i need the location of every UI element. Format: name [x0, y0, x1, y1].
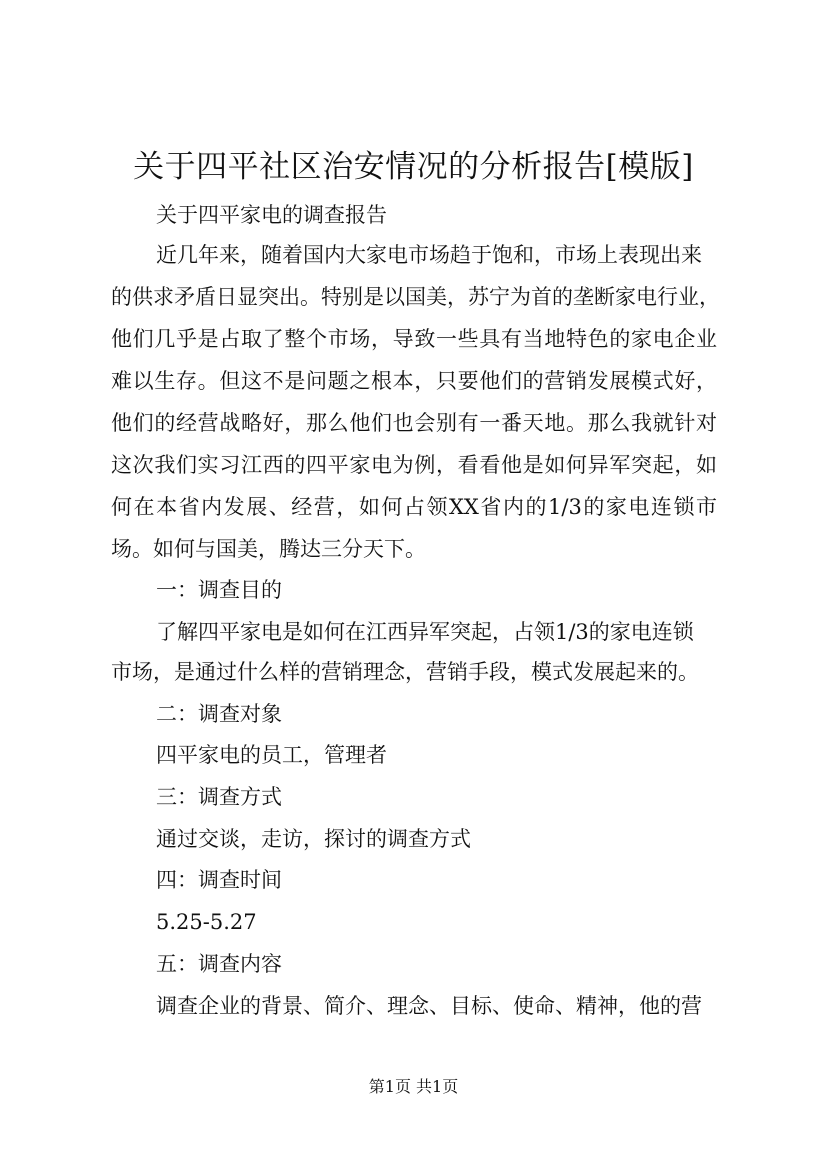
section-heading-subject: 二：调查对象 [156, 702, 282, 726]
method-text: 通过交谈，走访，探讨的调查方式 [156, 827, 471, 851]
subtitle: 关于四平家电的调查报告 [156, 203, 387, 227]
section-heading-method: 三：调查方式 [156, 785, 282, 809]
subject-text: 四平家电的员工，管理者 [156, 743, 387, 767]
intro-line-5: 他们的经营战略好，那么他们也会别有一番天地。那么我就针对 [111, 411, 717, 435]
intro-line-7: 何在本省内发展、经营，如何占领XX省内的1/3的家电连锁市 [111, 495, 717, 519]
purpose-line-1: 了解四平家电是如何在江西异军突起，占领1/3的家电连锁 [156, 620, 694, 644]
section-heading-purpose: 一：调查目的 [156, 578, 282, 602]
intro-line-4: 难以生存。但这不是问题之根本，只要他们的营销发展模式好， [111, 369, 717, 393]
intro-line-2: 的供求矛盾日显突出。特别是以国美，苏宁为首的垄断家电行业， [111, 285, 720, 309]
purpose-line-2: 市场，是通过什么样的营销理念，营销手段，模式发展起来的。 [111, 660, 699, 684]
content-text: 调查企业的背景、简介、理念、目标、使命、精神，他的营 [156, 994, 702, 1018]
section-heading-time: 四：调查时间 [156, 868, 282, 892]
intro-line-6: 这次我们实习江西的四平家电为例，看看他是如何异军突起，如 [111, 453, 717, 477]
intro-line-1: 近几年来，随着国内大家电市场趋于饱和，市场上表现出来 [156, 243, 702, 267]
document-title: 关于四平社区治安情况的分析报告[模版] [133, 149, 694, 185]
section-heading-content: 五：调查内容 [156, 952, 282, 976]
time-text: 5.25-5.27 [156, 910, 257, 934]
intro-line-8: 场。如何与国美，腾达三分天下。 [111, 537, 426, 561]
intro-line-3: 他们几乎是占取了整个市场，导致一些具有当地特色的家电企业 [111, 327, 717, 351]
page-footer: 第1页 共1页 [368, 1077, 459, 1096]
